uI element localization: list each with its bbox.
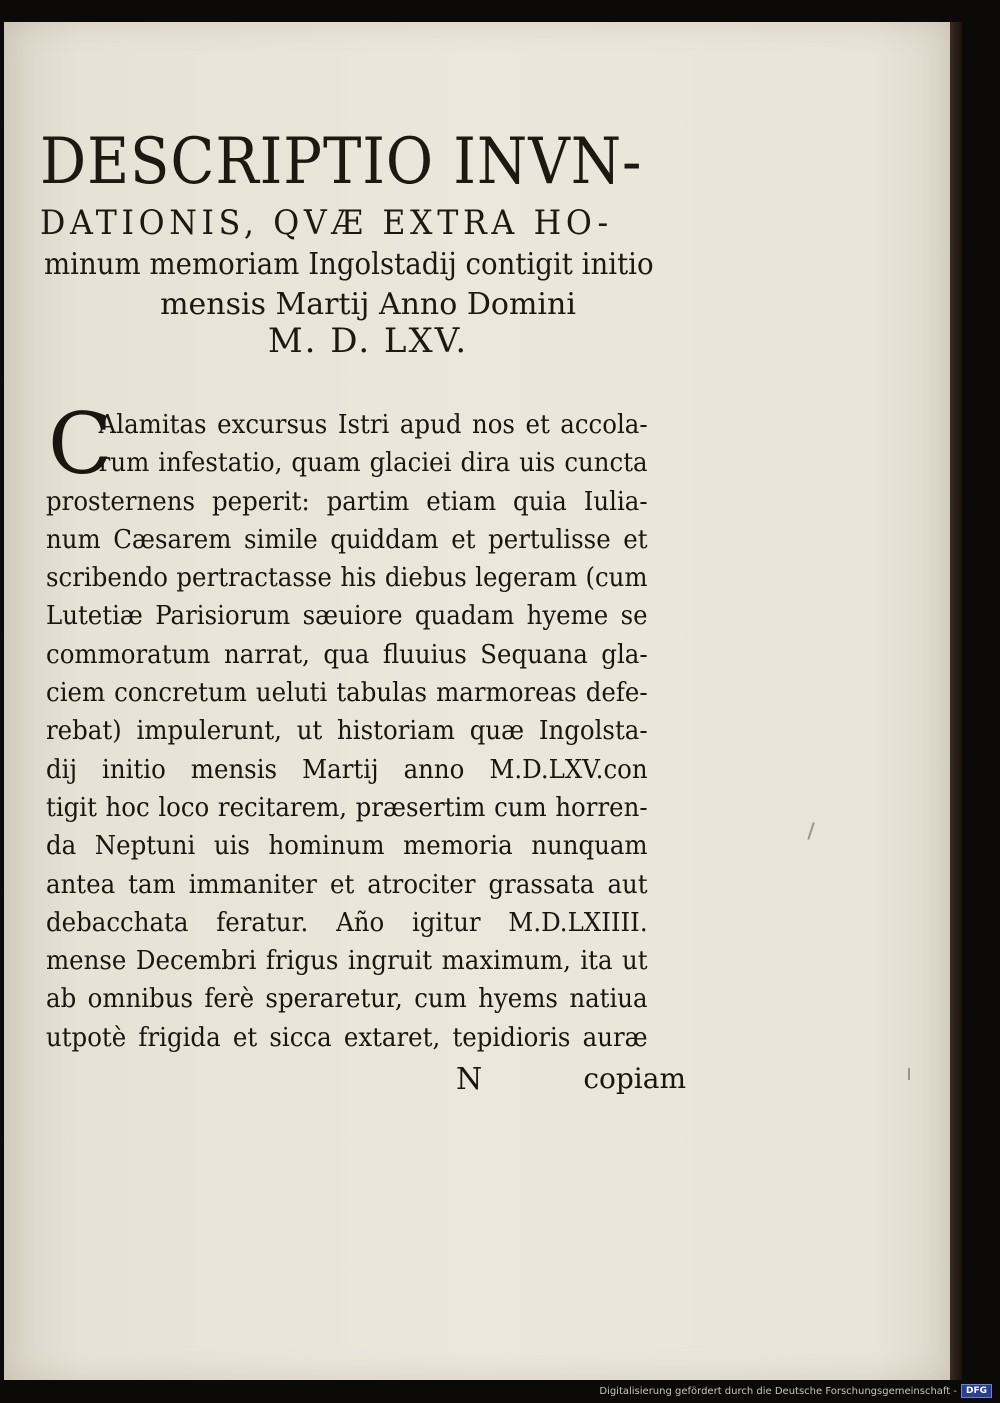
drop-cap: C — [48, 395, 113, 493]
body-line: mense Decembri frigus ingruit maximum, ita ut — [46, 946, 648, 977]
book-page — [4, 22, 950, 1380]
paper-mark — [908, 1068, 910, 1080]
body-line: ciem concretum ueluti tabulas marmoreas defe- — [46, 678, 648, 709]
title-line-4: mensis Martij Anno Domini — [160, 287, 576, 322]
body-line: da Neptuni uis hominum memoria nunquam — [46, 831, 648, 862]
credit-text: Digitalisierung gefördert durch die Deutsche Forschungsgemeinschaft - — [599, 1385, 957, 1397]
body-line: rebat) impulerunt, ut historiam quæ Ingolsta- — [46, 716, 648, 747]
body-line: tigit hoc loco recitarem, præsertim cum horren- — [46, 792, 648, 823]
title-line-5: M. D. LXV. — [267, 321, 469, 361]
body-line: dij initio mensis Martij anno M.D.LXV.con — [46, 754, 648, 785]
title-line-3: minum memoriam Ingolstadij contigit initio — [44, 247, 654, 282]
title-line-2: DATIONIS, QVÆ EXTRA HO- — [40, 203, 613, 243]
body-line: Alamitas excursus Istri apud nos et accola- — [98, 410, 648, 440]
paper-mark — [807, 822, 814, 840]
body-line: num Cæsarem simile quiddam et pertulisse et — [46, 524, 648, 555]
body-line: scribendo pertractasse his diebus legeram (cum — [46, 563, 648, 594]
digitization-credit — [599, 1383, 992, 1399]
body-line: rum infestatio, quam glaciei dira uis cuncta — [98, 448, 648, 479]
body-line: antea tam immaniter et atrociter grassata aut — [46, 869, 648, 900]
catchword-row — [46, 1062, 686, 1102]
body-line: commoratum narrat, qua fluuius Sequana gla- — [46, 639, 648, 670]
body-line: utpotè frigida et sicca extaret, tepidioris auræ — [46, 1022, 648, 1053]
title-line-1: DESCRIPTIO INVN- — [40, 125, 643, 199]
signature-mark: N — [456, 1062, 483, 1097]
body-text — [46, 406, 648, 1057]
catchword: copiam — [583, 1062, 686, 1095]
page-edge — [950, 22, 962, 1380]
body-line: Lutetiæ Parisiorum sæuiore quadam hyeme se — [46, 601, 648, 632]
body-line: prosternens peperit: partim etiam quia Iulia- — [46, 486, 648, 517]
body-line: debacchata feratur. Año igitur M.D.LXIIII. — [46, 907, 648, 938]
dfg-logo: DFG — [961, 1384, 992, 1398]
body-line: ab omnibus ferè speraretur, cum hyems natiua — [46, 984, 648, 1015]
